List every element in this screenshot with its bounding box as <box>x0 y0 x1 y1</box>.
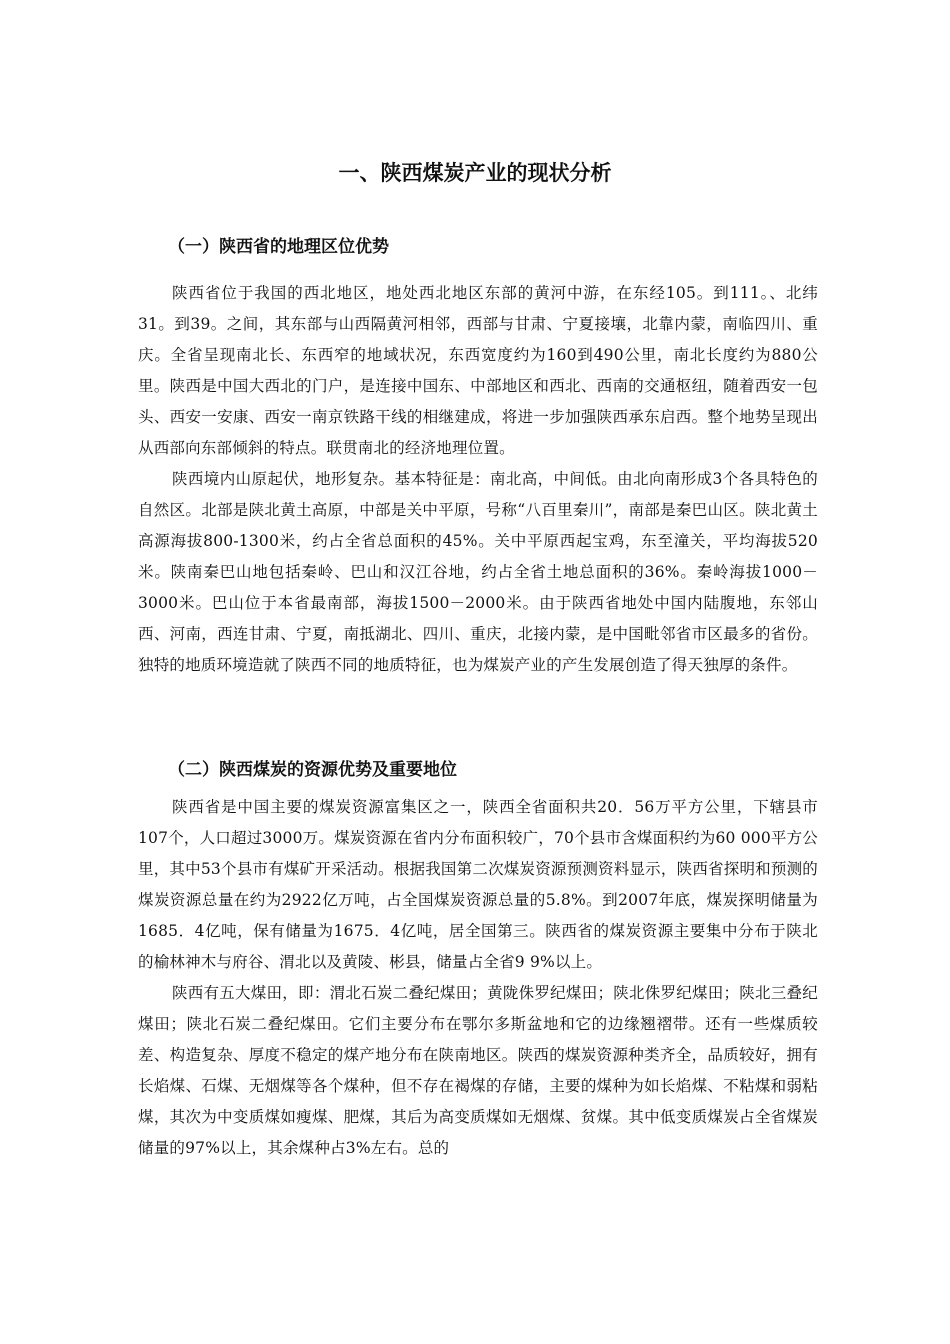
paragraph: 陕西境内山原起伏，地形复杂。基本特征是：南北高，中间低。由北向南形成3个各具特色的自然区。北部是陕北黄土高原，中部是关中平原，号称“八百里秦川”，南部是秦巴山区。陕北黄土高源海拔800-1300米，约占全省总面积的45%。关中平原西起宝鸡，东至潼关，平均海拔520米。陕南秦巴山地包括秦岭、巴山和汉江谷地，约占全省土地总面积的36%。秦岭海拔1000－3000米。巴山位于本省最南部，海拔1500－2000米。由于陕西省地处中国内陆腹地，东邻山西、河南，西连甘肃、宁夏，南抵湖北、四川、重庆，北接内蒙，是中国毗邻省市区最多的省份。独特的地质环境造就了陕西不同的地质特征，也为煤炭产业的产生发展创造了得天独厚的条件。 <box>138 470 818 674</box>
paragraph: 陕西省是中国主要的煤炭资源富集区之一，陕西全省面积共20．56万平方公里，下辖县市107个，人口超过3000万。煤炭资源在省内分布面积较广，70个县市含煤面积约为60 000平方公里，其中53个县市有煤矿开采活动。根据我国第二次煤炭资源预测资料显示，陕西省探明和预测的煤炭资源总量在约为2922亿万吨，占全国煤炭资源总量的5.8%。到2007年底，煤炭探明储量为1685．4亿吨，保有储量为1675．4亿吨，居全国第三。陕西省的煤炭资源主要集中分布于陕北的榆林神木与府谷、渭北以及黄陵、彬县，储量占全省9 9%以上。 <box>138 798 818 971</box>
section-heading-coal-resources: （二）陕西煤炭的资源优势及重要地位 <box>168 760 457 780</box>
page-title: 一、陕西煤炭产业的现状分析 <box>338 161 612 185</box>
paragraph: 陕西省位于我国的西北地区，地处西北地区东部的黄河中游，在东经105。到111。、北纬31。到39。之间，其东部与山西隔黄河相邻，西部与甘肃、宁夏接壤，北靠内蒙，南临四川、重庆。全省呈现南北长、东西窄的地域状况，东西宽度约为160到490公里，南北长度约为880公里。陕西是中国大西北的门户，是连接中国东、中部地区和西北、西南的交通枢纽，随着西安一包头、西安一安康、西安一南京铁路干线的相继建成，将进一步加强陕西承东启西。整个地势呈现出从西部向东部倾斜的特点。联贯南北的经济地理位置。 <box>138 284 818 457</box>
section-heading-geography: （一）陕西省的地理区位优势 <box>168 237 389 257</box>
section-body-geography <box>138 278 818 681</box>
paragraph: 陕西有五大煤田，即：渭北石炭二叠纪煤田；黄陇侏罗纪煤田；陕北侏罗纪煤田；陕北三叠纪煤田；陕北石炭二叠纪煤田。它们主要分布在鄂尔多斯盆地和它的边缘翘褶带。还有一些煤质较差、构造复杂、厚度不稳定的煤产地分布在陕南地区。陕西的煤炭资源种类齐全，品质较好，拥有长焰煤、石煤、无烟煤等各个煤种，但不存在褐煤的存储，主要的煤种为如长焰煤、不粘煤和弱粘煤，其次为中变质煤如瘦煤、肥煤，其后为高变质煤如无烟煤、贫煤。其中低变质煤炭占全省煤炭储量的97%以上，其余煤种占3%左右。总的 <box>138 984 818 1157</box>
section-body-coal-resources <box>138 792 818 1164</box>
